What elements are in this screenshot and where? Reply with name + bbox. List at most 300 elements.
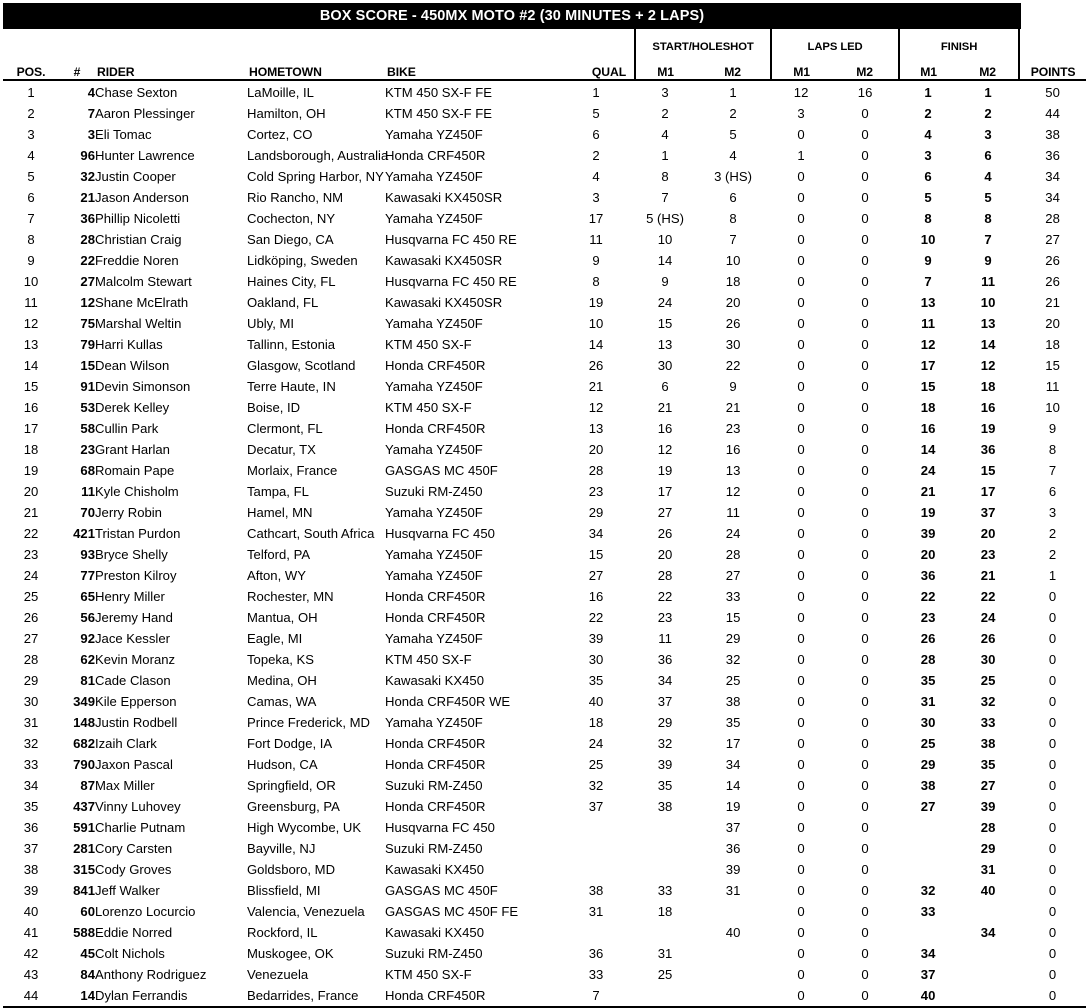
- cell-hometown: Medina, OH: [247, 673, 317, 688]
- cell-start-m2: 28: [725, 547, 741, 562]
- cell-qual: 9: [592, 253, 600, 268]
- cell-points: 50: [1045, 85, 1060, 100]
- table-row[interactable]: [3, 775, 1086, 796]
- table-row[interactable]: [3, 460, 1086, 481]
- cell-points: 0: [1048, 946, 1057, 961]
- cell-qual: 29: [588, 505, 604, 520]
- table-row[interactable]: [3, 817, 1086, 838]
- cell-finish-m2: 6: [984, 148, 992, 163]
- cell-finish-m2: 25: [980, 673, 996, 688]
- cell-laps-m2: 0: [861, 820, 869, 835]
- cell-start-m2: [695, 901, 771, 922]
- table-row[interactable]: [3, 481, 1086, 502]
- cell-laps-m1: 3: [797, 106, 805, 121]
- cell-laps-m2: 0: [861, 610, 869, 625]
- cell-qual: 26: [588, 358, 604, 373]
- cell-laps-m1: 0: [797, 400, 805, 415]
- cell-rider-name: Freddie Noren: [95, 253, 179, 268]
- cell-start-m2: 35: [725, 715, 741, 730]
- cell-laps-m2: 0: [861, 211, 869, 226]
- table-row[interactable]: [3, 733, 1086, 754]
- cell-laps-m1: 0: [797, 673, 805, 688]
- table-body: [3, 80, 1086, 1007]
- table-row[interactable]: [3, 943, 1086, 964]
- cell-laps-m2: 0: [861, 358, 869, 373]
- cell-bike: Honda CRF450R: [385, 757, 486, 772]
- cell-start-m2: 23: [725, 421, 741, 436]
- cell-start-m2: 14: [725, 778, 741, 793]
- cell-start-m2: 22: [725, 358, 741, 373]
- cell-laps-m1: 0: [797, 190, 805, 205]
- cell-qual: 39: [588, 631, 604, 646]
- cell-bike: Yamaha YZ450F: [385, 211, 483, 226]
- cell-start-m1: 24: [657, 295, 673, 310]
- cell-bike: Yamaha YZ450F: [385, 316, 483, 331]
- cell-rider-name: Justin Rodbell: [95, 715, 178, 730]
- cell-finish-m2: 38: [980, 736, 996, 751]
- cell-start-m2: 24: [725, 526, 741, 541]
- cell-laps-m1: 0: [797, 463, 805, 478]
- cell-laps-m2: 0: [861, 442, 869, 457]
- column-header-points[interactable]: POINTS: [1019, 53, 1086, 80]
- cell-position: 16: [23, 400, 39, 415]
- cell-start-m2: [695, 964, 771, 985]
- cell-rider-number: 68: [80, 463, 95, 478]
- cell-start-m2: 17: [725, 736, 741, 751]
- table-row[interactable]: [3, 145, 1086, 166]
- cell-bike: Honda CRF450R: [385, 421, 486, 436]
- cell-rider-name: Preston Kilroy: [95, 568, 177, 583]
- group-header-start-holeshot: START/HOLESHOT: [635, 29, 771, 53]
- column-header-hometown[interactable]: HOMETOWN: [247, 53, 385, 80]
- cell-position: 34: [23, 778, 39, 793]
- cell-bike: GASGAS MC 450F: [385, 883, 498, 898]
- cell-laps-m2: 0: [861, 904, 869, 919]
- cell-bike: Kawasaki KX450: [385, 673, 484, 688]
- cell-start-m1: 35: [657, 778, 673, 793]
- cell-qual: [557, 817, 635, 838]
- cell-start-m1: 33: [657, 883, 673, 898]
- cell-qual: 37: [588, 799, 604, 814]
- cell-position: 23: [23, 547, 39, 562]
- cell-qual: 8: [592, 274, 600, 289]
- table-row[interactable]: [3, 313, 1086, 334]
- cell-position: 31: [23, 715, 39, 730]
- table-row[interactable]: [3, 103, 1086, 124]
- table-row[interactable]: [3, 838, 1086, 859]
- cell-finish-m1: 16: [920, 421, 936, 436]
- cell-hometown: Boise, ID: [247, 400, 301, 415]
- table-row[interactable]: [3, 880, 1086, 901]
- cell-finish-m1: 40: [899, 985, 957, 1007]
- column-header-start-m1[interactable]: M1: [635, 53, 695, 80]
- cell-laps-m2: 0: [861, 967, 869, 982]
- table-row[interactable]: [3, 607, 1086, 628]
- cell-bike: Honda CRF450R WE: [385, 694, 511, 709]
- cell-rider-name: Romain Pape: [95, 463, 175, 478]
- cell-points: 0: [1048, 589, 1057, 604]
- cell-laps-m1: 0: [797, 484, 805, 499]
- table-row[interactable]: [3, 418, 1086, 439]
- cell-start-m2: 38: [725, 694, 741, 709]
- cell-hometown: Venezuela: [247, 967, 309, 982]
- cell-start-m1: 23: [657, 610, 673, 625]
- table-row[interactable]: [3, 208, 1086, 229]
- cell-hometown: Goldsboro, MD: [247, 862, 336, 877]
- cell-rider-name: Cade Clason: [95, 673, 171, 688]
- cell-bike: Kawasaki KX450SR: [385, 295, 503, 310]
- cell-start-m1: 15: [657, 316, 673, 331]
- cell-position: 26: [23, 610, 39, 625]
- cell-qual: 19: [588, 295, 604, 310]
- cell-finish-m1: 39: [920, 526, 936, 541]
- cell-position: 15: [23, 379, 39, 394]
- cell-qual: [557, 922, 635, 943]
- cell-position: 37: [23, 841, 39, 856]
- table-row[interactable]: [3, 229, 1086, 250]
- cell-start-m1: 16: [657, 421, 673, 436]
- cell-laps-m2: 0: [861, 778, 869, 793]
- cell-rider-number: 21: [80, 190, 95, 205]
- cell-rider-number: 84: [80, 967, 95, 982]
- cell-rider-name: Lorenzo Locurcio: [95, 904, 196, 919]
- cell-points: 15: [1045, 358, 1060, 373]
- cell-laps-m2: 0: [861, 337, 869, 352]
- cell-rider-name: Vinny Luhovey: [95, 799, 181, 814]
- cell-finish-m2: 15: [980, 463, 996, 478]
- table-row[interactable]: [3, 166, 1086, 187]
- cell-finish-m1: 7: [924, 274, 932, 289]
- cell-qual: 10: [588, 316, 604, 331]
- cell-start-m1: 7: [661, 190, 669, 205]
- cell-finish-m1: 33: [920, 904, 936, 919]
- cell-laps-m2: 0: [831, 985, 899, 1007]
- cell-bike: Yamaha YZ450F: [385, 631, 483, 646]
- cell-rider-name: Phillip Nicoletti: [95, 211, 181, 226]
- column-header-pos[interactable]: POS.: [3, 53, 59, 80]
- cell-qual: [557, 838, 635, 859]
- cell-position: 29: [23, 673, 39, 688]
- table-row[interactable]: [3, 124, 1086, 145]
- cell-start-m2: 19: [725, 799, 741, 814]
- cell-points: 28: [1045, 211, 1060, 226]
- cell-start-m1: 27: [657, 505, 673, 520]
- cell-finish-m2: 37: [980, 505, 996, 520]
- cell-finish-m2: 18: [980, 379, 996, 394]
- table-row[interactable]: [3, 649, 1086, 670]
- cell-finish-m1: 31: [920, 694, 936, 709]
- cell-qual: 24: [588, 736, 604, 751]
- table-row[interactable]: [3, 628, 1086, 649]
- cell-rider-number: 682: [73, 736, 95, 751]
- cell-rider-name: Max Miller: [95, 778, 155, 793]
- cell-finish-m1: 26: [920, 631, 936, 646]
- cell-start-m2: [695, 985, 771, 1007]
- cell-qual: 33: [588, 967, 604, 982]
- page-title: BOX SCORE - 450MX MOTO #2 (30 MINUTES + 2 LAPS): [3, 3, 1021, 29]
- table-row[interactable]: [3, 271, 1086, 292]
- cell-rider-number: 92: [80, 631, 95, 646]
- table-row[interactable]: [3, 187, 1086, 208]
- table-row[interactable]: [3, 355, 1086, 376]
- cell-points: 0: [1048, 967, 1057, 982]
- cell-finish-m2: [957, 943, 1019, 964]
- cell-laps-m1: 0: [797, 505, 805, 520]
- cell-points: 11: [1045, 379, 1060, 394]
- cell-hometown: Tallinn, Estonia: [247, 337, 336, 352]
- cell-start-m2: 10: [725, 253, 741, 268]
- cell-hometown: LaMoille, IL: [247, 85, 314, 100]
- cell-laps-m2: 0: [861, 190, 869, 205]
- cell-laps-m2: 0: [861, 757, 869, 772]
- cell-position: 33: [23, 757, 39, 772]
- cell-laps-m1: 0: [797, 925, 805, 940]
- cell-points: 0: [1048, 673, 1057, 688]
- cell-rider-name: Dylan Ferrandis: [95, 985, 247, 1007]
- cell-rider-number: 7: [87, 106, 95, 121]
- cell-rider-number: 56: [80, 610, 95, 625]
- cell-bike: Yamaha YZ450F: [385, 442, 483, 457]
- cell-laps-m2: 16: [857, 85, 873, 100]
- cell-position: 41: [23, 925, 39, 940]
- cell-position: 17: [23, 421, 39, 436]
- cell-laps-m1: 0: [797, 421, 805, 436]
- cell-hometown: Fort Dodge, IA: [247, 736, 333, 751]
- cell-finish-m1: 14: [920, 442, 936, 457]
- cell-start-m1: [635, 859, 695, 880]
- cell-qual: 35: [588, 673, 604, 688]
- table-row[interactable]: [3, 80, 1086, 103]
- cell-points: 0: [1048, 862, 1057, 877]
- cell-hometown: Cold Spring Harbor, NY: [247, 169, 384, 184]
- column-header-bike[interactable]: BIKE: [385, 53, 557, 80]
- cell-points: 10: [1045, 400, 1060, 415]
- cell-points: 0: [1048, 799, 1057, 814]
- cell-rider-number: 36: [80, 211, 95, 226]
- cell-rider-number: 790: [73, 757, 95, 772]
- cell-finish-m1: 21: [920, 484, 936, 499]
- cell-rider-number: 32: [80, 169, 95, 184]
- table-row[interactable]: [3, 397, 1086, 418]
- cell-rider-name: Grant Harlan: [95, 442, 170, 457]
- table-row[interactable]: [3, 796, 1086, 817]
- table-row[interactable]: [3, 250, 1086, 271]
- cell-laps-m2: 0: [861, 799, 869, 814]
- cell-qual: 12: [588, 400, 604, 415]
- table-row[interactable]: [3, 922, 1086, 943]
- cell-rider-name: Eddie Norred: [95, 925, 173, 940]
- cell-finish-m2: 7: [984, 232, 992, 247]
- cell-position: 35: [23, 799, 39, 814]
- cell-bike: Honda CRF450R: [385, 610, 486, 625]
- cell-points: 7: [1048, 463, 1057, 478]
- cell-laps-m1: 0: [797, 253, 805, 268]
- cell-finish-m2: 2: [984, 106, 992, 121]
- cell-points: 6: [1048, 484, 1057, 499]
- table-row[interactable]: [3, 691, 1086, 712]
- cell-rider-number: 45: [80, 946, 95, 961]
- cell-finish-m1: 12: [920, 337, 936, 352]
- table-row[interactable]: [3, 754, 1086, 775]
- cell-laps-m1: 0: [797, 547, 805, 562]
- cell-start-m2: 25: [725, 673, 741, 688]
- cell-position: 32: [23, 736, 39, 751]
- group-header-spacer: [3, 29, 635, 53]
- cell-qual: 6: [592, 127, 600, 142]
- table-row[interactable]: [3, 859, 1086, 880]
- cell-start-m1: 29: [657, 715, 673, 730]
- cell-position: 30: [23, 694, 39, 709]
- cell-laps-m1: 0: [797, 820, 805, 835]
- cell-finish-m2: 10: [980, 295, 996, 310]
- cell-finish-m2: [957, 964, 1019, 985]
- cell-start-m2: 6: [729, 190, 737, 205]
- cell-position: 5: [27, 169, 35, 184]
- cell-rider-name: Charlie Putnam: [95, 820, 186, 835]
- table-row[interactable]: [3, 292, 1086, 313]
- cell-points: 44: [1045, 106, 1060, 121]
- column-header-laps-m2[interactable]: M2: [831, 53, 899, 80]
- cell-position: 7: [27, 211, 35, 226]
- table-row[interactable]: [3, 439, 1086, 460]
- cell-rider-name: Harri Kullas: [95, 337, 163, 352]
- cell-points: 26: [1045, 274, 1060, 289]
- cell-points: 0: [1048, 820, 1057, 835]
- cell-laps-m1: 0: [797, 736, 805, 751]
- column-header-finish-m1[interactable]: M1: [899, 53, 957, 80]
- table-row[interactable]: [3, 586, 1086, 607]
- table-row[interactable]: [3, 523, 1086, 544]
- cell-hometown: Tampa, FL: [247, 484, 309, 499]
- cell-hometown: Muskogee, OK: [247, 946, 334, 961]
- cell-position: 20: [23, 484, 39, 499]
- cell-hometown: Terre Haute, IN: [247, 379, 336, 394]
- cell-finish-m2: 19: [980, 421, 996, 436]
- cell-hometown: Ubly, MI: [247, 316, 295, 331]
- group-header-finish: FINISH: [899, 29, 1019, 53]
- table-row[interactable]: [3, 670, 1086, 691]
- cell-start-m1: 2: [661, 106, 669, 121]
- cell-rider-number: 53: [80, 400, 95, 415]
- table-row[interactable]: [3, 502, 1086, 523]
- cell-laps-m1: 0: [797, 358, 805, 373]
- cell-rider-number: 22: [80, 253, 95, 268]
- cell-position: 4: [27, 148, 35, 163]
- cell-finish-m2: 21: [980, 568, 996, 583]
- cell-start-m2: 21: [725, 400, 741, 415]
- cell-laps-m1: 1: [797, 148, 805, 163]
- cell-rider-name: Kile Epperson: [95, 694, 177, 709]
- cell-laps-m1: 0: [797, 316, 805, 331]
- cell-start-m2: 16: [725, 442, 741, 457]
- table-row[interactable]: [3, 376, 1086, 397]
- cell-position: 10: [23, 274, 39, 289]
- cell-rider-name: Jason Anderson: [95, 190, 189, 205]
- cell-laps-m2: 0: [861, 253, 869, 268]
- cell-rider-number: 91: [80, 379, 95, 394]
- cell-rider-name: Shane McElrath: [95, 295, 189, 310]
- cell-finish-m1: 24: [920, 463, 936, 478]
- cell-finish-m2: 29: [980, 841, 996, 856]
- cell-rider-name: Aaron Plessinger: [95, 106, 195, 121]
- cell-hometown: Decatur, TX: [247, 442, 316, 457]
- cell-rider-number: 23: [80, 442, 95, 457]
- column-header-laps-m1[interactable]: M1: [771, 53, 831, 80]
- table-row[interactable]: [3, 544, 1086, 565]
- cell-laps-m2: 0: [861, 169, 869, 184]
- cell-start-m2: 27: [725, 568, 741, 583]
- cell-finish-m2: 17: [980, 484, 996, 499]
- cell-finish-m1: 2: [924, 106, 932, 121]
- cell-points: 0: [1048, 925, 1057, 940]
- cell-rider-number: 28: [80, 232, 95, 247]
- table-row[interactable]: [3, 985, 1086, 1007]
- cell-points: 3: [1048, 505, 1057, 520]
- cell-start-m2: 11: [726, 505, 740, 520]
- cell-hometown: Morlaix, France: [247, 463, 338, 478]
- cell-hometown: Hamilton, OH: [247, 106, 326, 121]
- cell-start-m2: 8: [729, 211, 737, 226]
- column-header-finish-m2[interactable]: M2: [957, 53, 1019, 80]
- column-header-rider[interactable]: RIDER: [95, 53, 247, 80]
- cell-finish-m2: 13: [980, 316, 996, 331]
- cell-finish-m2: 36: [980, 442, 996, 457]
- column-header-start-m2[interactable]: M2: [695, 53, 771, 80]
- cell-hometown: Lidköping, Sweden: [247, 253, 358, 268]
- cell-bike: KTM 450 SX-F: [385, 400, 472, 415]
- cell-qual: 11: [589, 232, 603, 247]
- cell-laps-m2: 0: [861, 106, 869, 121]
- cell-bike: Honda CRF450R: [385, 589, 486, 604]
- cell-rider-number: 315: [73, 862, 95, 877]
- cell-laps-m2: 0: [861, 694, 869, 709]
- cell-points: 0: [1048, 883, 1057, 898]
- table-row[interactable]: [3, 712, 1086, 733]
- cell-laps-m1: 0: [797, 904, 805, 919]
- column-header-qual[interactable]: QUAL: [557, 53, 635, 80]
- cell-laps-m2: 0: [861, 421, 869, 436]
- table-row[interactable]: [3, 334, 1086, 355]
- cell-laps-m1: 0: [797, 211, 805, 226]
- cell-rider-number: 65: [80, 589, 95, 604]
- cell-laps-m1: 0: [797, 232, 805, 247]
- cell-rider-number: 60: [80, 904, 95, 919]
- group-header-laps-led: LAPS LED: [771, 29, 899, 53]
- cell-finish-m2: 32: [980, 694, 996, 709]
- cell-start-m1: 6: [661, 379, 669, 394]
- cell-rider-name: Eli Tomac: [95, 127, 152, 142]
- cell-qual: 31: [588, 904, 604, 919]
- box-score-sheet: [0, 3, 1076, 1003]
- cell-start-m2: 18: [725, 274, 741, 289]
- cell-position: 25: [23, 589, 39, 604]
- column-header-number[interactable]: #: [59, 53, 95, 80]
- table-row[interactable]: [3, 964, 1086, 985]
- cell-start-m1: 22: [657, 589, 673, 604]
- cell-bike: Suzuki RM-Z450: [385, 946, 483, 961]
- cell-laps-m1: 0: [797, 799, 805, 814]
- cell-start-m1: 17: [657, 484, 673, 499]
- cell-rider-name: Jaxon Pascal: [95, 757, 173, 772]
- cell-rider-name: Justin Cooper: [95, 169, 176, 184]
- cell-laps-m1: 12: [793, 85, 809, 100]
- table-row[interactable]: [3, 901, 1086, 922]
- cell-finish-m1: 37: [920, 967, 936, 982]
- table-row[interactable]: [3, 565, 1086, 586]
- cell-laps-m1: 0: [797, 295, 805, 310]
- cell-finish-m2: 35: [980, 757, 996, 772]
- cell-laps-m2: 0: [861, 589, 869, 604]
